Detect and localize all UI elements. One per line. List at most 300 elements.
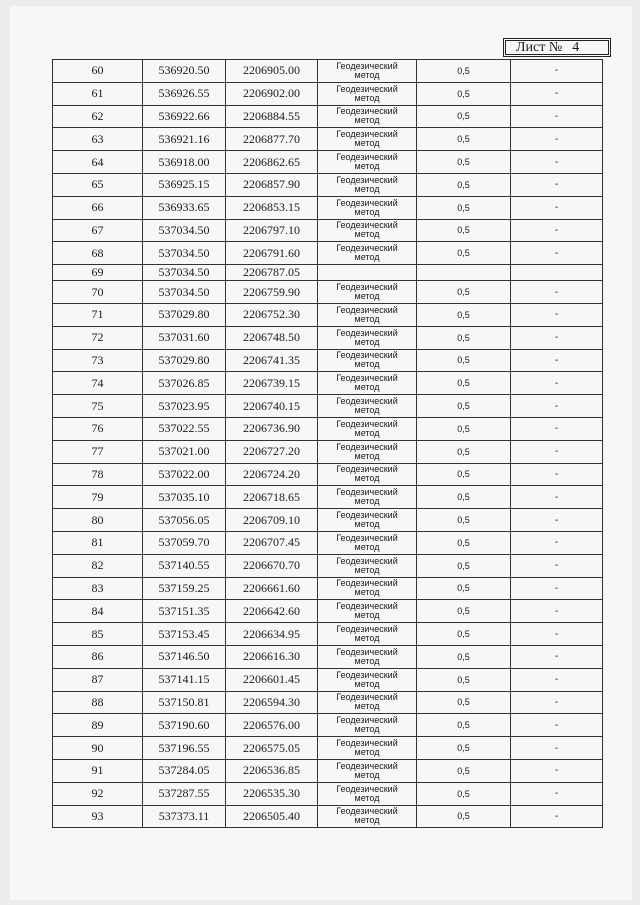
y-coordinate-cell: 2206616.30 [226, 645, 318, 668]
accuracy-cell: 0,5 [417, 326, 511, 349]
method-text: метод [354, 405, 380, 416]
point-number-cell: 92 [53, 782, 143, 805]
method-text: Геодезический [336, 760, 398, 771]
method-text: Геодезический [336, 327, 398, 338]
note-cell: - [511, 219, 603, 242]
method-cell [318, 486, 417, 509]
method-text: метод [354, 138, 380, 149]
x-coordinate-cell: 537034.50 [143, 265, 226, 281]
table-row [53, 600, 603, 623]
note-cell: - [511, 242, 603, 265]
point-number-cell: 63 [53, 128, 143, 151]
method-cell [318, 372, 417, 395]
point-number-cell: 83 [53, 577, 143, 600]
y-coordinate-cell: 2206536.85 [226, 759, 318, 782]
x-coordinate-cell: 537287.55 [143, 782, 226, 805]
x-coordinate-cell: 537146.50 [143, 645, 226, 668]
method-cell [318, 281, 417, 304]
method-cell [318, 577, 417, 600]
point-number-cell: 65 [53, 173, 143, 196]
table-row [53, 303, 603, 326]
table-row [53, 645, 603, 668]
accuracy-cell: 0,5 [417, 486, 511, 509]
table-row [53, 265, 603, 281]
note-cell: - [511, 440, 603, 463]
y-coordinate-cell: 2206748.50 [226, 326, 318, 349]
accuracy-cell: 0,5 [417, 196, 511, 219]
method-text: Геодезический [336, 692, 398, 703]
note-cell: - [511, 372, 603, 395]
note-cell: - [511, 737, 603, 760]
method-cell [318, 645, 417, 668]
accuracy-cell: 0,5 [417, 509, 511, 532]
x-coordinate-cell: 536920.50 [143, 60, 226, 83]
method-cell [318, 173, 417, 196]
note-cell: - [511, 691, 603, 714]
method-text: Геодезический [336, 220, 398, 231]
x-coordinate-cell: 537031.60 [143, 326, 226, 349]
accuracy-cell: 0,5 [417, 759, 511, 782]
y-coordinate-cell: 2206594.30 [226, 691, 318, 714]
accuracy-cell: 0,5 [417, 82, 511, 105]
accuracy-cell: 0,5 [417, 105, 511, 128]
x-coordinate-cell: 537022.55 [143, 417, 226, 440]
method-text: Геодезический [336, 532, 398, 543]
point-number-cell: 60 [53, 60, 143, 83]
y-coordinate-cell: 2206857.90 [226, 173, 318, 196]
method-cell [318, 60, 417, 83]
note-cell: - [511, 82, 603, 105]
method-cell [318, 196, 417, 219]
accuracy-cell: 0,5 [417, 242, 511, 265]
method-text: Геодезический [336, 646, 398, 657]
table-row [53, 805, 603, 828]
method-text: метод [354, 633, 380, 644]
table-row [53, 60, 603, 83]
method-text: Геодезический [336, 106, 398, 117]
note-cell: - [511, 531, 603, 554]
accuracy-cell: 0,5 [417, 417, 511, 440]
table-row [53, 691, 603, 714]
accuracy-cell: 0,5 [417, 714, 511, 737]
accuracy-cell: 0,5 [417, 395, 511, 418]
note-cell: - [511, 554, 603, 577]
method-cell [318, 303, 417, 326]
sheet-label: Лист № [516, 40, 563, 55]
table-row [53, 242, 603, 265]
point-number-cell: 90 [53, 737, 143, 760]
point-number-cell: 84 [53, 600, 143, 623]
method-text: метод [354, 815, 380, 826]
y-coordinate-cell: 2206877.70 [226, 128, 318, 151]
point-number-cell: 78 [53, 463, 143, 486]
method-text: Геодезический [336, 555, 398, 566]
note-cell: - [511, 509, 603, 532]
note-cell: - [511, 600, 603, 623]
y-coordinate-cell: 2206884.55 [226, 105, 318, 128]
accuracy-cell: 0,5 [417, 303, 511, 326]
table-row [53, 759, 603, 782]
method-text: метод [354, 678, 380, 689]
table-row [53, 737, 603, 760]
x-coordinate-cell: 537284.05 [143, 759, 226, 782]
method-text: Геодезический [336, 350, 398, 361]
method-text: метод [354, 291, 380, 302]
sheet-number: 4 [572, 40, 580, 55]
method-cell [318, 463, 417, 486]
method-cell [318, 440, 417, 463]
accuracy-cell: 0,5 [417, 60, 511, 83]
method-text: Геодезический [336, 304, 398, 315]
note-cell: - [511, 668, 603, 691]
method-cell [318, 554, 417, 577]
method-cell [318, 265, 417, 281]
x-coordinate-cell: 536922.66 [143, 105, 226, 128]
x-coordinate-cell: 537151.35 [143, 600, 226, 623]
method-text: метод [354, 473, 380, 484]
table-row [53, 668, 603, 691]
table-row [53, 714, 603, 737]
method-cell [318, 531, 417, 554]
y-coordinate-cell: 2206661.60 [226, 577, 318, 600]
y-coordinate-cell: 2206736.90 [226, 417, 318, 440]
point-number-cell: 64 [53, 151, 143, 174]
x-coordinate-cell: 537153.45 [143, 623, 226, 646]
table-row [53, 128, 603, 151]
accuracy-cell: 0,5 [417, 691, 511, 714]
method-text: метод [354, 792, 380, 803]
accuracy-cell: 0,5 [417, 440, 511, 463]
y-coordinate-cell: 2206739.15 [226, 372, 318, 395]
accuracy-cell: 0,5 [417, 463, 511, 486]
point-number-cell: 76 [53, 417, 143, 440]
method-text: Геодезический [336, 418, 398, 429]
x-coordinate-cell: 537056.05 [143, 509, 226, 532]
method-text: метод [354, 427, 380, 438]
method-text: Геодезический [336, 487, 398, 498]
y-coordinate-cell: 2206575.05 [226, 737, 318, 760]
method-text: метод [354, 252, 380, 263]
table-row [53, 326, 603, 349]
x-coordinate-cell: 536933.65 [143, 196, 226, 219]
accuracy-cell: 0,5 [417, 151, 511, 174]
method-text: Геодезический [336, 60, 398, 71]
y-coordinate-cell: 2206752.30 [226, 303, 318, 326]
table-row [53, 395, 603, 418]
point-number-cell: 93 [53, 805, 143, 828]
method-text: Геодезический [336, 174, 398, 185]
x-coordinate-cell: 536926.55 [143, 82, 226, 105]
point-number-cell: 91 [53, 759, 143, 782]
point-number-cell: 75 [53, 395, 143, 418]
method-cell [318, 509, 417, 532]
method-text: Геодезический [336, 624, 398, 635]
y-coordinate-cell: 2206709.10 [226, 509, 318, 532]
y-coordinate-cell: 2206505.40 [226, 805, 318, 828]
point-number-cell: 79 [53, 486, 143, 509]
method-text: метод [354, 336, 380, 347]
y-coordinate-cell: 2206905.00 [226, 60, 318, 83]
x-coordinate-cell: 536925.15 [143, 173, 226, 196]
note-cell: - [511, 759, 603, 782]
point-number-cell: 66 [53, 196, 143, 219]
note-cell: - [511, 326, 603, 349]
y-coordinate-cell: 2206718.65 [226, 486, 318, 509]
method-text: Геодезический [336, 669, 398, 680]
note-cell: - [511, 486, 603, 509]
method-text: Геодезический [336, 129, 398, 140]
y-coordinate-cell: 2206724.20 [226, 463, 318, 486]
method-text: Геодезический [336, 373, 398, 384]
method-text: метод [354, 496, 380, 507]
method-text: метод [354, 382, 380, 393]
method-cell [318, 600, 417, 623]
x-coordinate-cell: 537150.81 [143, 691, 226, 714]
accuracy-cell: 0,5 [417, 531, 511, 554]
method-text: метод [354, 161, 380, 172]
note-cell: - [511, 281, 603, 304]
method-text: метод [354, 69, 380, 80]
method-cell [318, 128, 417, 151]
accuracy-cell: 0,5 [417, 645, 511, 668]
note-cell: - [511, 303, 603, 326]
method-text: Геодезический [336, 806, 398, 817]
x-coordinate-cell: 537029.80 [143, 303, 226, 326]
note-cell: - [511, 349, 603, 372]
table-row [53, 554, 603, 577]
point-number-cell: 73 [53, 349, 143, 372]
point-number-cell: 61 [53, 82, 143, 105]
method-cell [318, 782, 417, 805]
method-text: Геодезический [336, 738, 398, 748]
method-text: метод [354, 769, 380, 780]
y-coordinate-cell: 2206853.15 [226, 196, 318, 219]
method-text: метод [354, 541, 380, 552]
table-row [53, 349, 603, 372]
method-text: Геодезический [336, 510, 398, 521]
method-text: Геодезический [336, 197, 398, 208]
method-text: метод [354, 519, 380, 530]
x-coordinate-cell: 537196.55 [143, 737, 226, 760]
note-cell: - [511, 805, 603, 828]
method-text: метод [354, 359, 380, 370]
note-cell: - [511, 645, 603, 668]
accuracy-cell: 0,5 [417, 173, 511, 196]
method-text: метод [354, 450, 380, 461]
point-number-cell: 72 [53, 326, 143, 349]
method-cell [318, 326, 417, 349]
point-number-cell: 71 [53, 303, 143, 326]
point-number-cell: 70 [53, 281, 143, 304]
method-text: метод [354, 724, 380, 735]
y-coordinate-cell: 2206670.70 [226, 554, 318, 577]
x-coordinate-cell: 537141.15 [143, 668, 226, 691]
method-text: Геодезический [336, 152, 398, 163]
method-text: Геодезический [336, 441, 398, 452]
y-coordinate-cell: 2206707.45 [226, 531, 318, 554]
x-coordinate-cell: 537023.95 [143, 395, 226, 418]
y-coordinate-cell: 2206601.45 [226, 668, 318, 691]
method-text: Геодезический [336, 282, 398, 293]
note-cell: - [511, 128, 603, 151]
method-cell [318, 691, 417, 714]
point-number-cell: 89 [53, 714, 143, 737]
coordinates-table [52, 59, 603, 828]
accuracy-cell: 0,5 [417, 623, 511, 646]
method-cell [318, 151, 417, 174]
method-text: метод [354, 747, 380, 757]
x-coordinate-cell: 537034.50 [143, 242, 226, 265]
note-cell: - [511, 60, 603, 83]
method-text: метод [354, 701, 380, 712]
table-row [53, 82, 603, 105]
point-number-cell: 74 [53, 372, 143, 395]
accuracy-cell: 0,5 [417, 737, 511, 760]
accuracy-cell: 0,5 [417, 372, 511, 395]
method-text: Геодезический [336, 715, 398, 726]
x-coordinate-cell: 537022.00 [143, 463, 226, 486]
x-coordinate-cell: 537140.55 [143, 554, 226, 577]
method-cell [318, 737, 417, 760]
table-row [53, 531, 603, 554]
method-text: метод [354, 655, 380, 666]
note-cell: - [511, 782, 603, 805]
x-coordinate-cell: 537034.50 [143, 219, 226, 242]
x-coordinate-cell: 537190.60 [143, 714, 226, 737]
method-text: Геодезический [336, 783, 398, 794]
accuracy-cell: 0,5 [417, 668, 511, 691]
method-text: метод [354, 313, 380, 324]
note-cell: - [511, 623, 603, 646]
accuracy-cell: 0,5 [417, 782, 511, 805]
method-text: метод [354, 229, 380, 240]
method-cell [318, 714, 417, 737]
accuracy-cell: 0,5 [417, 219, 511, 242]
note-cell: - [511, 173, 603, 196]
note-cell: - [511, 577, 603, 600]
y-coordinate-cell: 2206791.60 [226, 242, 318, 265]
point-number-cell: 69 [53, 265, 143, 281]
method-cell [318, 349, 417, 372]
x-coordinate-cell: 537159.25 [143, 577, 226, 600]
method-cell [318, 395, 417, 418]
method-text: метод [354, 115, 380, 126]
table-row [53, 463, 603, 486]
table-row [53, 623, 603, 646]
y-coordinate-cell: 2206741.35 [226, 349, 318, 372]
accuracy-cell: 0,5 [417, 600, 511, 623]
point-number-cell: 68 [53, 242, 143, 265]
x-coordinate-cell: 536921.16 [143, 128, 226, 151]
method-cell [318, 759, 417, 782]
method-text: метод [354, 206, 380, 217]
method-cell [318, 242, 417, 265]
method-text: Геодезический [336, 83, 398, 94]
y-coordinate-cell: 2206642.60 [226, 600, 318, 623]
note-cell: - [511, 417, 603, 440]
note-cell [511, 265, 603, 281]
table-row [53, 219, 603, 242]
y-coordinate-cell: 2206576.00 [226, 714, 318, 737]
accuracy-cell: 0,5 [417, 577, 511, 600]
note-cell: - [511, 196, 603, 219]
x-coordinate-cell: 537035.10 [143, 486, 226, 509]
table-row [53, 782, 603, 805]
method-text: Геодезический [336, 578, 398, 589]
table-row [53, 151, 603, 174]
x-coordinate-cell: 537026.85 [143, 372, 226, 395]
y-coordinate-cell: 2206740.15 [226, 395, 318, 418]
note-cell: - [511, 395, 603, 418]
x-coordinate-cell: 536918.00 [143, 151, 226, 174]
accuracy-cell: 0,5 [417, 128, 511, 151]
point-number-cell: 87 [53, 668, 143, 691]
point-number-cell: 77 [53, 440, 143, 463]
method-text: метод [354, 183, 380, 194]
point-number-cell: 82 [53, 554, 143, 577]
table-row [53, 486, 603, 509]
table-row [53, 196, 603, 219]
accuracy-cell: 0,5 [417, 281, 511, 304]
method-text: Геодезический [336, 396, 398, 407]
method-text: Геодезический [336, 464, 398, 475]
method-text: Геодезический [336, 601, 398, 612]
y-coordinate-cell: 2206862.65 [226, 151, 318, 174]
x-coordinate-cell: 537373.11 [143, 805, 226, 828]
method-text: метод [354, 587, 380, 598]
sheet-number-box [503, 38, 611, 57]
accuracy-cell [417, 265, 511, 281]
method-cell [318, 623, 417, 646]
table-row [53, 577, 603, 600]
method-cell [318, 668, 417, 691]
method-text: метод [354, 92, 380, 103]
accuracy-cell: 0,5 [417, 805, 511, 828]
note-cell: - [511, 105, 603, 128]
y-coordinate-cell: 2206535.30 [226, 782, 318, 805]
y-coordinate-cell: 2206797.10 [226, 219, 318, 242]
note-cell: - [511, 714, 603, 737]
table-row [53, 105, 603, 128]
method-text: метод [354, 564, 380, 575]
table-row [53, 372, 603, 395]
method-cell [318, 82, 417, 105]
method-cell [318, 105, 417, 128]
point-number-cell: 86 [53, 645, 143, 668]
x-coordinate-cell: 537059.70 [143, 531, 226, 554]
method-text: метод [354, 610, 380, 621]
y-coordinate-cell: 2206727.20 [226, 440, 318, 463]
x-coordinate-cell: 537034.50 [143, 281, 226, 304]
y-coordinate-cell: 2206787.05 [226, 265, 318, 281]
y-coordinate-cell: 2206634.95 [226, 623, 318, 646]
y-coordinate-cell: 2206759.90 [226, 281, 318, 304]
point-number-cell: 80 [53, 509, 143, 532]
y-coordinate-cell: 2206902.00 [226, 82, 318, 105]
accuracy-cell: 0,5 [417, 349, 511, 372]
point-number-cell: 88 [53, 691, 143, 714]
x-coordinate-cell: 537029.80 [143, 349, 226, 372]
point-number-cell: 67 [53, 219, 143, 242]
method-cell [318, 219, 417, 242]
table-row [53, 173, 603, 196]
method-cell [318, 805, 417, 828]
note-cell: - [511, 463, 603, 486]
table-row [53, 509, 603, 532]
point-number-cell: 62 [53, 105, 143, 128]
point-number-cell: 85 [53, 623, 143, 646]
accuracy-cell: 0,5 [417, 554, 511, 577]
